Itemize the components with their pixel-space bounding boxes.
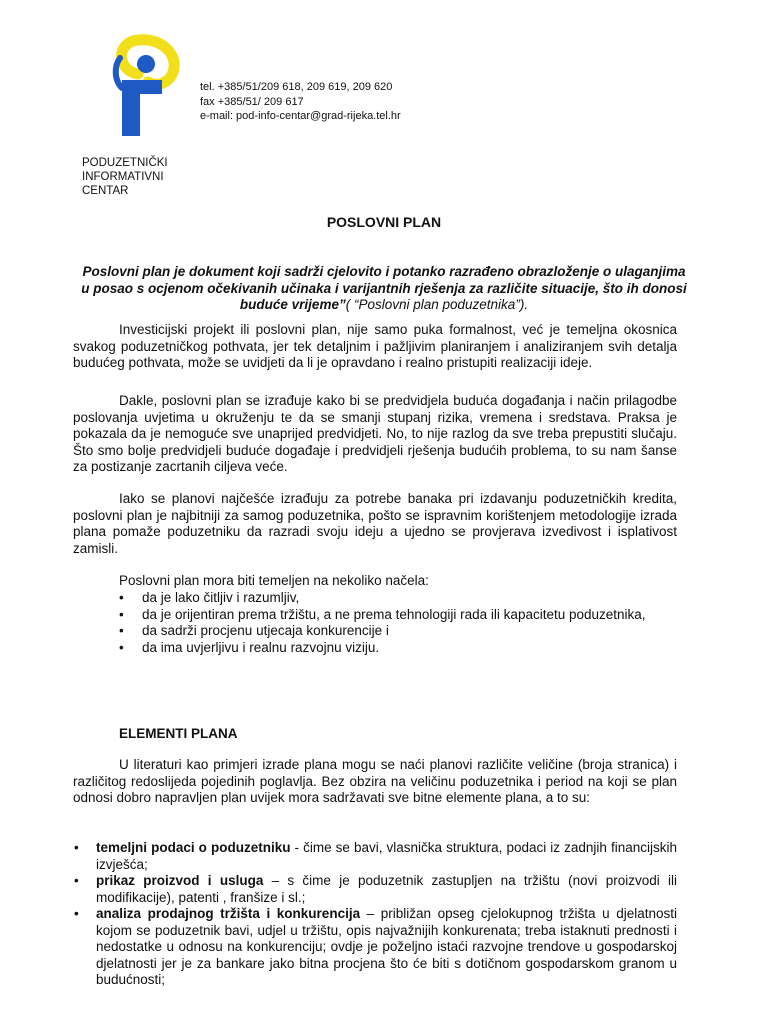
contact-info [200, 80, 401, 124]
element-text: – s čime je poduzetnik zastupljen na tržištu (novi proizvodi ili modifikacije), patenti , franšize i sl.; [96, 873, 677, 905]
intro-definition-bold: Poslovni plan je dokument koji sadrži cjelovito i potanko razrađeno obrazloženje o ulaganjima u posao s ocjenom očekivanih učinaka i varijantnih rješenja za različite situacije, što ih donosi buduće vrijeme” [81, 264, 687, 312]
element-title: prikaz proizvod i usluga [96, 873, 264, 888]
logo-blue-dot [137, 55, 155, 73]
section-paragraph: U literaturi kao primjeri izrade plana mogu se naći planovi različite veličine (broja stranica) i različitog redoslijeda pojedinih poglavlja. Bez obzira na veličinu poduzetnika i period na koji se plan odnosi dobro napravljen plan uvijek mora sadržavati sve bitne elemente plana, a to su: [73, 757, 677, 805]
paragraph-4: Poslovni plan mora biti temeljen na nekoliko načela: [119, 573, 429, 588]
list-item: • da je orijentiran prema tržištu, a ne prema tehnologiji rada ili kapacitetu poduzetnika, [119, 607, 689, 624]
element-text: - čime se bavi, vlasnička struktura, podaci iz zadnjih financijskih izvješća; [96, 840, 677, 872]
list-item [73, 873, 677, 906]
intro-definition-source: ( “Poslovni plan poduzetnika”). [345, 297, 529, 312]
element-title: temeljni podaci o poduzetniku [96, 840, 291, 855]
section-title: ELEMENTI PLANA [119, 726, 238, 741]
element-text: – približan opseg cjelokupnog tržišta u djelatnosti kojom se poduzetnik bavi, udjel u tržištu, opis najvažnijih konkurenata; treba istaknuti prednosti i nedostatke u odnosu na konkurenciju; ovdje je poželjno istaći razvojne trendove u gospodarskoj djelatnosti jer je za bankare jako bitna procjena što će biti s dotičnom gospodarskom granom u budućnosti; [96, 906, 677, 987]
paragraph-1: Investicijski projekt ili poslovni plan, nije samo puka formalnost, već je temeljna okosnica svakog poduzetničkog pothvata, jer tek detaljnim i pažljivim planiranjem i analiziranjem svih detalja budućeg pothvata, može se uvidjeti da li je opravdano i realno pristupiti realizaciji ideje. [73, 322, 677, 370]
intro-definition [80, 264, 688, 314]
paragraph-2: Dakle, poslovni plan se izrađuje kako bi se predvidjela buduća događanja i način prilagodbe poslovanja uvjetima u okruženju te da se smanji stupanj rizika, vremena i sredstava. Praksa je pokazala da je nemoguće sve unaprijed predvidjeti. No, to nije razlog da sve treba prepustiti slučaju. Što smo bolje predvidjeli buduće događaje i predvidjeli rješenja budućih problema, to su nam šanse za postizanje zacrtanih ciljeva veće. [73, 393, 677, 474]
org-line: CENTAR [82, 185, 129, 197]
list-item: • da ima uvjerljivu i realnu razvojnu viziju. [119, 640, 689, 657]
list-item [73, 840, 677, 873]
org-line: INFORMATIVNI [82, 171, 164, 183]
document-title: POSLOVNI PLAN [326, 214, 442, 230]
list-item [73, 906, 677, 989]
elements-list [73, 840, 677, 989]
org-line: PODUZETNIČKI [82, 157, 168, 169]
list-item: • da je lako čitljiv i razumljiv, [119, 590, 689, 607]
fax-line: fax +385/51/ 209 617 [200, 95, 304, 108]
element-title: analiza prodajnog tržišta i konkurencija [96, 906, 361, 921]
email-line: e-mail: pod-info-centar@grad-rijeka.tel.hr [200, 110, 401, 122]
organization-name [82, 156, 168, 198]
company-logo [108, 30, 184, 142]
paragraph-3: Iako se planovi najčešće izrađuju za potrebe banaka pri izdavanju poduzetničkih kredita, poslovni plan je najbitniji za samog poduzetnika, pošto se ispravnim korištenjem metodologije izrada plana pomaže poduzetniku da razradi svoju ideju a ujedno se provjerava izvedivost i isplativost zamisli. [73, 491, 677, 556]
phone-line: tel. +385/51/209 618, 209 619, 209 620 [200, 81, 393, 93]
list-item: • da sadrži procjenu utjecaja konkurencije i [119, 623, 689, 640]
principles-list [119, 590, 689, 656]
